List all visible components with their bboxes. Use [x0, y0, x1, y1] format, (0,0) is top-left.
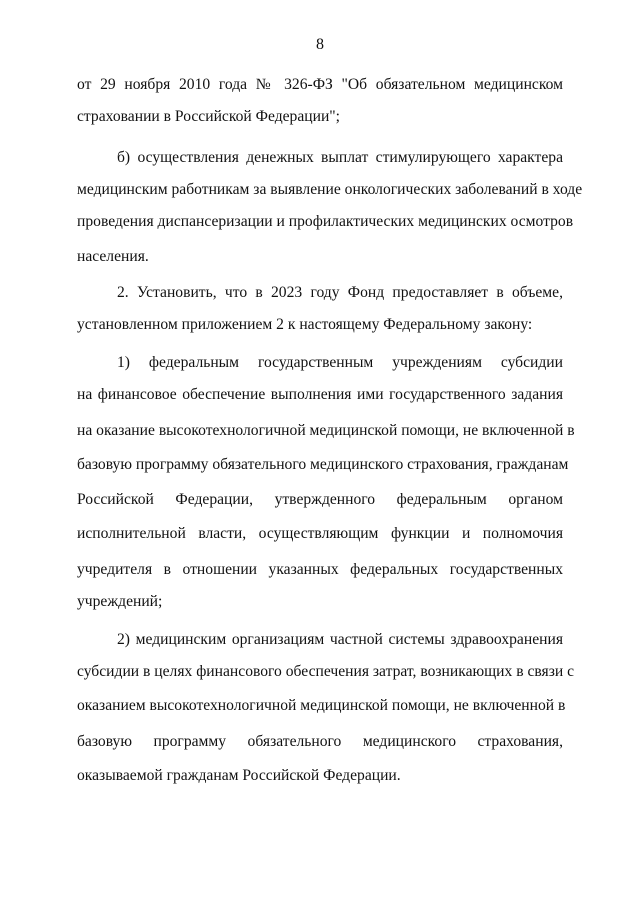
- text-line: базовую программу обязательного медицинского страхования,: [77, 733, 563, 750]
- text-line: исполнительной власти, осуществляющим функции и полномочия: [77, 525, 563, 542]
- text-line: на оказание высокотехнологичной медицинской помощи, не включенной в: [77, 422, 575, 439]
- text-line: оказываемой гражданам Российской Федерации.: [77, 767, 401, 784]
- text-line: оказанием высокотехнологичной медицинской помощи, не включенной в: [77, 697, 566, 714]
- text-line: 2) медицинским организациям частной системы здравоохранения: [117, 631, 563, 648]
- text-line: установленном приложением 2 к настоящему Федеральному закону:: [77, 316, 533, 333]
- text-line: б) осуществления денежных выплат стимулирующего характера: [117, 149, 563, 166]
- text-line: субсидии в целях финансового обеспечения затрат, возникающих в связи с: [77, 663, 575, 680]
- text-line: базовую программу обязательного медицинского страхования, гражданам: [77, 456, 569, 473]
- page-number: 8: [316, 36, 324, 53]
- text-line: населения.: [77, 248, 149, 265]
- text-line: учредителя в отношении указанных федеральных государственных: [77, 561, 563, 578]
- text-line: 2. Установить, что в 2023 году Фонд предоставляет в объеме,: [117, 284, 563, 301]
- text-line: 1) федеральным государственным учреждениям субсидии: [117, 354, 563, 371]
- text-line: страховании в Российской Федерации";: [77, 108, 341, 125]
- text-line: проведения диспансеризации и профилактических медицинских осмотров: [77, 213, 574, 230]
- text-line: на финансовое обеспечение выполнения ими государственного задания: [77, 386, 563, 403]
- text-line: Российской Федерации, утвержденного федеральным органом: [77, 491, 563, 508]
- text-line: медицинским работникам за выявление онкологических заболеваний в ходе: [77, 181, 583, 198]
- text-line: от 29 ноября 2010 года № 326-ФЗ "Об обязательном медицинском: [77, 76, 563, 93]
- text-line: учреждений;: [77, 593, 163, 610]
